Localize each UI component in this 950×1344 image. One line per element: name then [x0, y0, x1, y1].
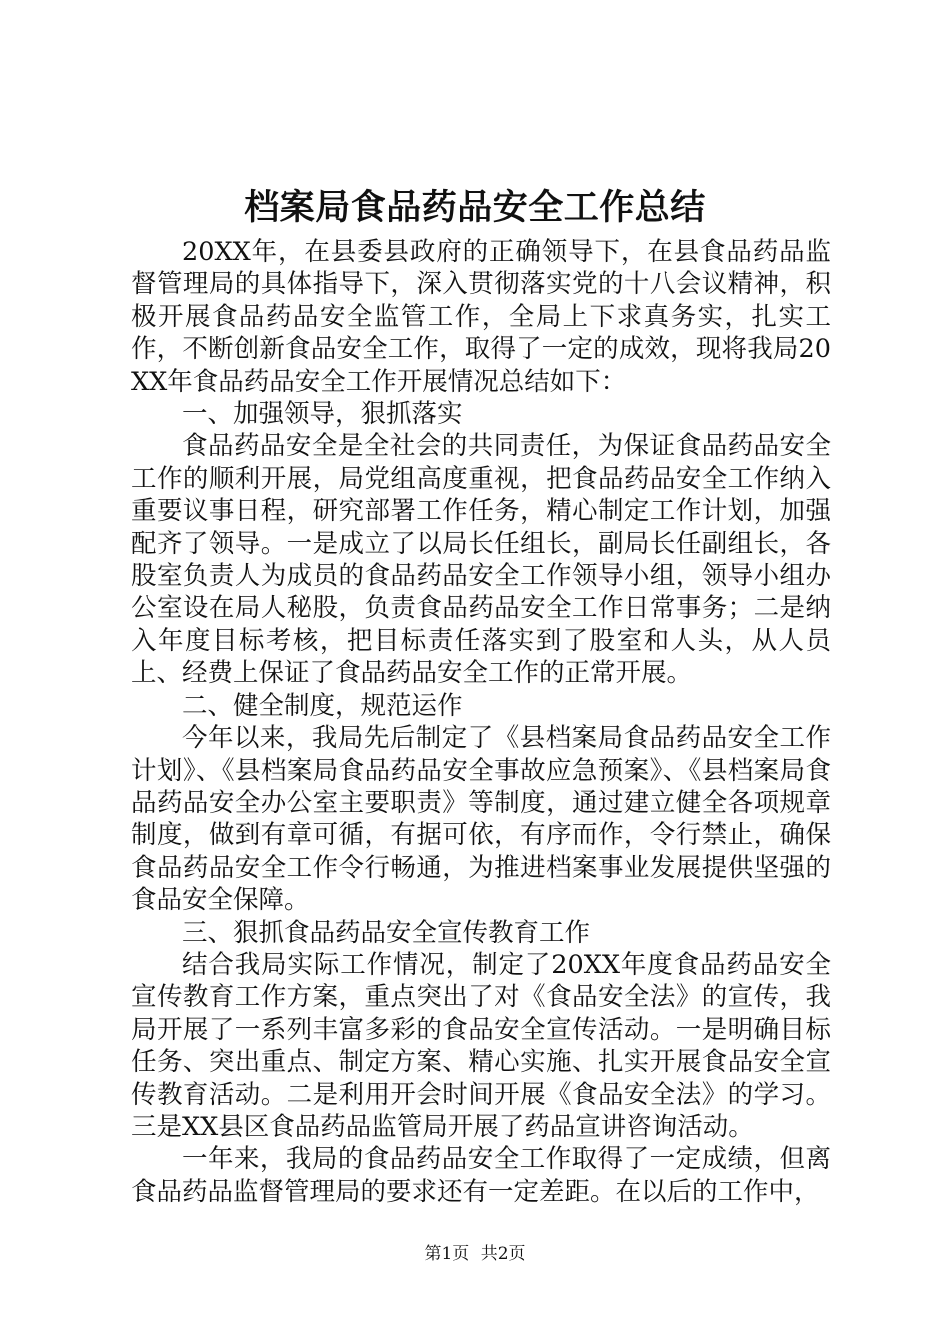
page-number-footer: 第1页 共2页: [424, 1244, 526, 1264]
document-title: 档案局食品药品安全工作总结: [244, 187, 706, 228]
closing-paragraph: 一年来，我局的食品药品安全工作取得了一定成绩，但离食品药品监督管理局的要求还有一定差距。在以后的工作中，: [131, 1144, 831, 1207]
section-heading-2: 二、健全制度，规范运作: [182, 690, 463, 721]
section-1-paragraph: 食品药品安全是全社会的共同责任，为保证食品药品安全工作的顺利开展，局党组高度重视，把食品药品安全工作纳入重要议事日程，研究部署工作任务，精心制定工作计划，加强配齐了领导。一是成立了以局长任组长，副局长任副组长，各股室负责人为成员的食品药品安全工作领导小组，领导小组办公室设在局人秘股，负责食品药品安全工作日常事务；二是纳入年度目标考核，把目标责任落实到了股室和人头，从人员上、经费上保证了食品药品安全工作的正常开展。: [131, 431, 831, 689]
section-heading-3: 三、狠抓食品药品安全宣传教育工作: [182, 917, 591, 948]
section-3-paragraph: 结合我局实际工作情况，制定了20XX年度食品药品安全宣传教育工作方案，重点突出了对《食品安全法》的宣传，我局开展了一系列丰富多彩的食品安全宣传活动。一是明确目标任务、突出重点、制定方案、精心实施、扎实开展食品安全宣传教育活动。二是利用开会时间开展《食品安全法》的学习。三是XX县区食品药品监管局开展了药品宣讲咨询活动。: [131, 949, 831, 1142]
section-heading-1: 一、加强领导，狠抓落实: [182, 399, 463, 430]
section-2-paragraph: 今年以来，我局先后制定了《县档案局食品药品安全工作计划》、《县档案局食品药品安全事故应急预案》、《县档案局食品药品安全办公室主要职责》等制度，通过建立健全各项规章制度，做到有章可循，有据可依，有序而作，令行禁止，确保食品药品安全工作令行畅通，为推进档案事业发展提供坚强的食品安全保障。: [131, 723, 831, 916]
intro-paragraph: 20XX年，在县委县政府的正确领导下，在县食品药品监督管理局的具体指导下，深入贯彻落实党的十八会议精神，积极开展食品药品安全监管工作，全局上下求真务实，扎实工作，不断创新食品安全工作，取得了一定的成效，现将我局20XX年食品药品安全工作开展情况总结如下：: [131, 237, 831, 397]
document-body: [131, 236, 831, 1208]
